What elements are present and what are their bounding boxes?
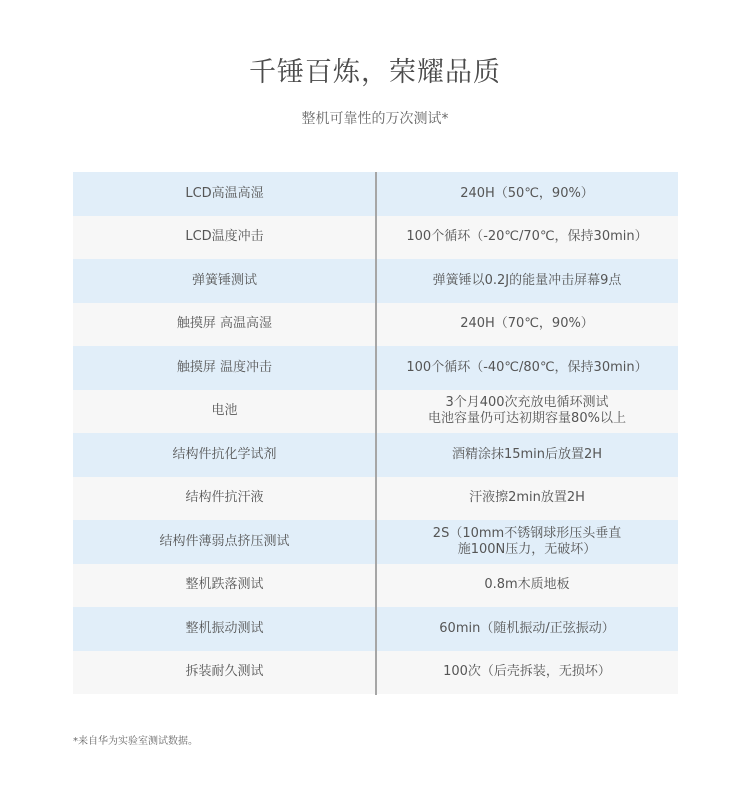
test-name-cell: LCD高温高湿 (185, 185, 264, 201)
test-name-cell: 触摸屏 高温高湿 (176, 316, 273, 332)
column-divider (375, 172, 377, 695)
page-subtitle: 整机可靠性的万次测试* (301, 111, 449, 127)
test-name-cell: 触摸屏 温度冲击 (176, 359, 273, 375)
test-condition-cell: 240H（70℃，90%） (460, 316, 594, 332)
test-condition-cell: 240H（50℃，90%） (460, 185, 594, 201)
test-condition-cell: 100次（后壳拆装，无损坏） (443, 664, 611, 680)
test-name-cell: 结构件抗汗液 (185, 490, 264, 506)
test-name-cell: 结构件抗化学试剂 (172, 446, 277, 462)
test-name-cell: LCD温度冲击 (185, 229, 264, 245)
test-condition-cell: 60min（随机振动/正弦振动） (439, 620, 615, 636)
test-condition-cell: 汗液擦2min放置2H (469, 490, 585, 506)
test-condition-cell: 100个循环（-40℃/80℃，保持30min） (406, 359, 648, 375)
test-name-cell: 整机跌落测试 (185, 577, 264, 593)
test-name-cell: 整机振动测试 (185, 620, 264, 636)
test-name-cell: 拆装耐久测试 (185, 664, 264, 680)
test-name-cell: 电池 (211, 403, 238, 419)
footnote: *来自华为实验室测试数据。 (73, 736, 198, 747)
test-condition-cell: 3个月400次充放电循环测试 电池容量仍可达初期容量80%以上 (428, 395, 626, 427)
test-condition-cell: 酒精涂抹15min后放置2H (451, 446, 603, 462)
test-condition-cell: 0.8m木质地板 (484, 577, 570, 593)
test-condition-cell: 弹簧锤以0.2J的能量冲击屏幕9点 (432, 272, 622, 288)
test-name-cell: 结构件薄弱点挤压测试 (159, 533, 290, 549)
test-condition-cell: 2S（10mm不锈钢球形压头垂直 施100N压力，无破坏） (432, 525, 622, 557)
test-name-cell: 弹簧锤测试 (191, 272, 257, 288)
test-condition-cell: 100个循环（-20℃/70℃，保持30min） (406, 229, 648, 245)
page-title: 千锤百炼，荣耀品质 (249, 57, 501, 88)
